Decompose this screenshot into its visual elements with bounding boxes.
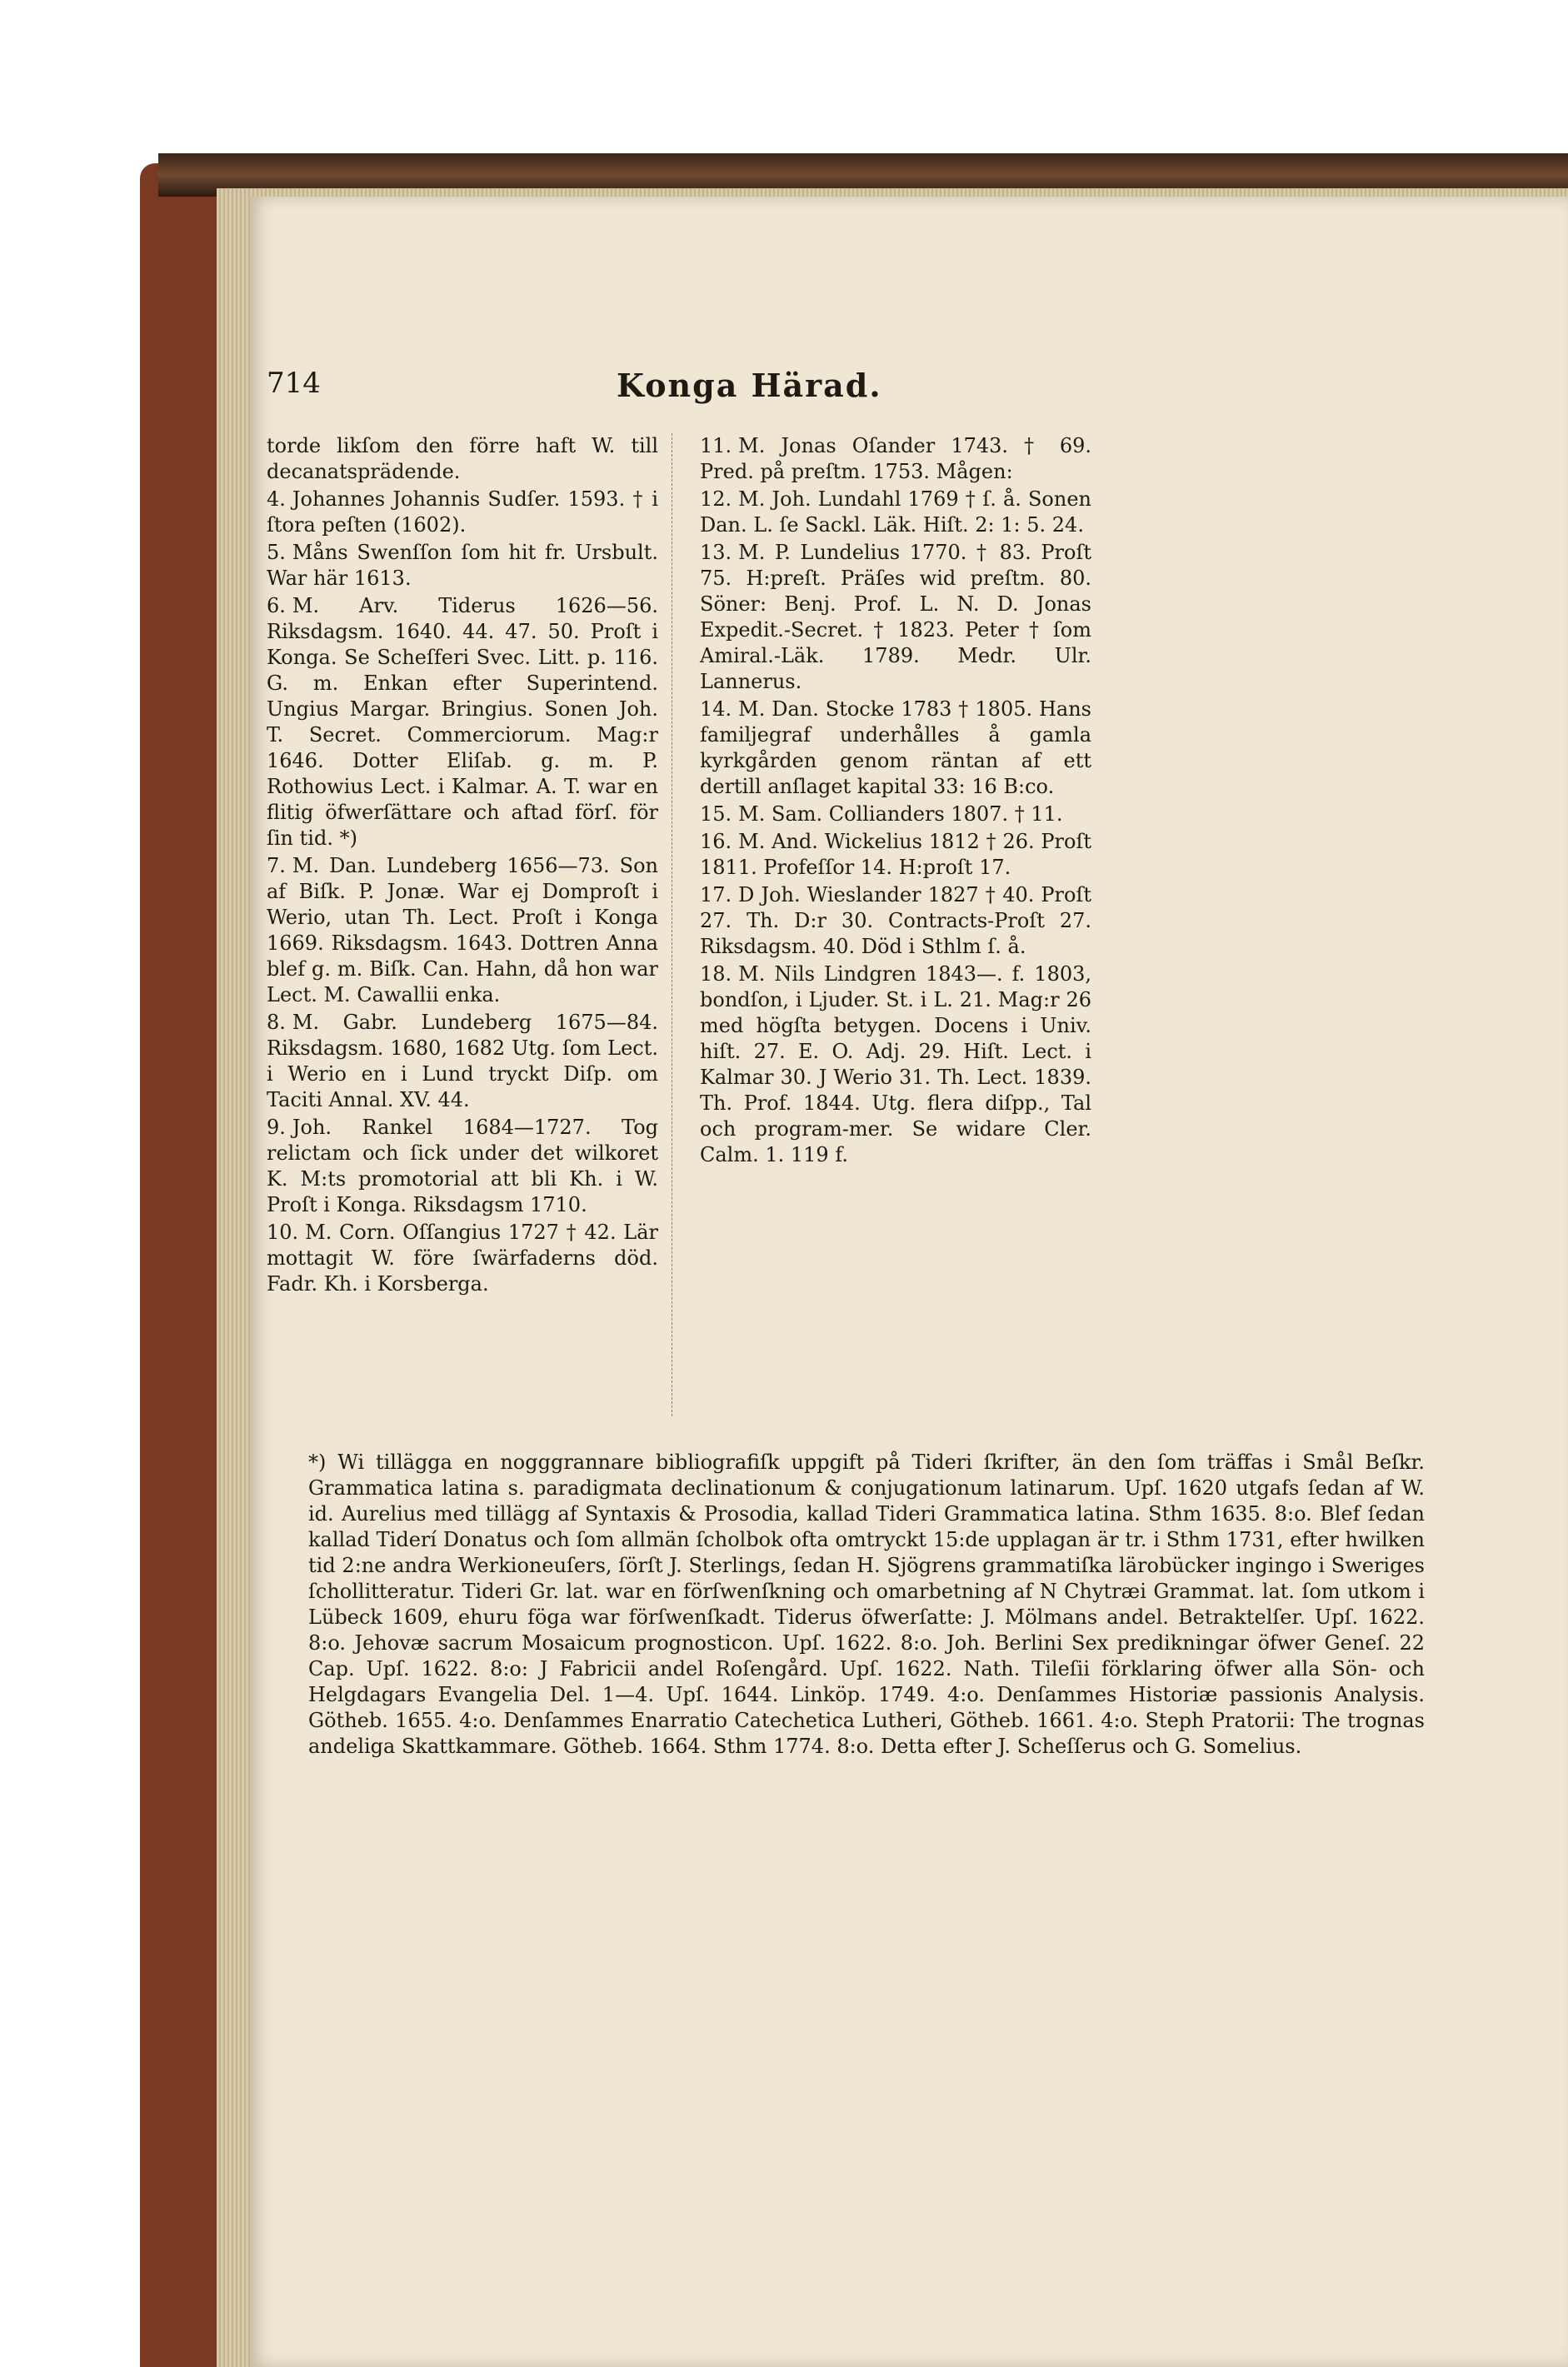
entry-number: 18.	[700, 962, 732, 986]
entry-text: M. P. Lundelius 1770. † 83. Proſt 75. H:preſt. Präſes wid preſtm. 80. Söner: Benj. Prof. L. N. D. Jonas Expedit.-Secret. † 1823. Peter † ſom Amiral.-Läk. 1789. Medr. Ulr. Lannerus.	[700, 541, 1091, 693]
entry-number: 12.	[700, 487, 732, 511]
page-header	[267, 367, 1150, 410]
entry-number: 5.	[267, 541, 286, 564]
entry-number: 15.	[700, 802, 732, 826]
continuation-text: torde likſom den förre haft W. till decanatsprädende.	[267, 434, 658, 483]
entry	[267, 487, 658, 538]
entry	[700, 829, 1091, 881]
entry	[700, 801, 1091, 827]
left-column	[267, 433, 658, 1299]
entry-text: Johannes Johannis Sudſer. 1593. † i ſtora peſten (1602).	[267, 487, 658, 537]
entry-text: M. And. Wickelius 1812 † 26. Proſt 1811. Profeſſor 14. H:proſt 17.	[700, 830, 1091, 879]
entry	[267, 1115, 658, 1218]
entry	[700, 487, 1091, 538]
entry-number: 10.	[267, 1221, 299, 1244]
entry	[267, 853, 658, 1008]
entry	[700, 433, 1091, 485]
entry-number: 17.	[700, 883, 732, 906]
entry-text: M. Nils Lindgren 1843—. f. 1803, bondſon, i Ljuder. St. i L. 21. Mag:r 26 med högſta betygen. Docens i Univ. hiſt. 27. E. O. Adj. 29. Hiſt. Lect. i Kalmar 30. J Werio 31. Th. Lect. 1839. Th. Prof. 1844. Utg. flera diſpp., Tal och program-mer. Se widare Cler. Calm. 1. 119 f.	[700, 962, 1091, 1166]
entry-text: M. Arv. Tiderus 1626—56. Riksdagsm. 1640. 44. 47. 50. Proſt i Konga. Se Scheſferi Svec. Litt. p. 116. G. m. Enkan efter Superintend. Ungius Margar. Bringius. Sonen Joh. T. Secret. Commerciorum. Mag:r 1646. Dotter Eliſab. g. m. P. Rothowius Lect. i Kalmar. A. T. war en flitig öfwerſättare och aftad förſ. för ſin tid. *)	[267, 594, 658, 850]
entry-text: M. Corn. Oſſangius 1727 † 42. Lär mottagit W. före ſwärfaderns död. Fadr. Kh. i Korsberga.	[267, 1221, 658, 1296]
entry-text: Måns Swenſſon ſom hit fr. Ursbult. War här 1613.	[267, 541, 658, 590]
entry-text: M. Gabr. Lundeberg 1675—84. Riksdagsm. 1680, 1682 Utg. ſom Lect. i Werio en i Lund tryckt Diſp. om Taciti Annal. XV. 44.	[267, 1011, 658, 1111]
entry-number: 4.	[267, 487, 286, 511]
entry-text: M. Joh. Lundahl 1769 † ſ. å. Sonen Dan. L. ſe Sackl. Läk. Hiſt. 2: 1: 5. 24.	[700, 487, 1091, 537]
entry-number: 7.	[267, 854, 286, 877]
entry	[700, 697, 1091, 800]
entry-text: M. Jonas Oſander 1743. † 69. Pred. på preſtm. 1753. Mågen:	[700, 434, 1091, 483]
entry-text: M. Sam. Collianders 1807. † 11.	[738, 802, 1063, 826]
entry-text: M. Dan. Stocke 1783 † 1805. Hans familjegraf underhålles å gamla kyrkgården genom räntan af ett dertill anſlaget kapital 33: 16 B:co.	[700, 697, 1091, 798]
entry-text: D Joh. Wieslander 1827 † 40. Proſt 27. Th. D:r 30. Contracts-Proſt 27. Riksdagsm. 40. Död i Sthlm ſ. å.	[700, 883, 1091, 958]
entry	[700, 540, 1091, 695]
entry-number: 9.	[267, 1116, 286, 1139]
entry-number: 6.	[267, 594, 286, 617]
entry-text: Joh. Rankel 1684—1727. Tog relictam och ſick under det wilkoret K. M:ts promotorial att bli Kh. i W. Proſt i Konga. Riksdagsm 1710.	[267, 1116, 658, 1216]
entry	[700, 961, 1091, 1168]
page-number: 714	[267, 367, 321, 400]
entry	[700, 882, 1091, 960]
entry	[267, 593, 658, 851]
entry-number: 16.	[700, 830, 732, 853]
entry-number: 11.	[700, 434, 732, 457]
entry-text: M. Dan. Lundeberg 1656—73. Son af Biſk. P. Jonæ. War ej Domproſt i Werio, utan Th. Lect. Proſt i Konga 1669. Riksdagsm. 1643. Dottren Anna blef g. m. Biſk. Can. Hahn, då hon war Lect. M. Cawallii enka.	[267, 854, 658, 1006]
entry-number: 13.	[700, 541, 732, 564]
entry	[267, 1220, 658, 1297]
entry	[267, 540, 658, 592]
footnote: *) Wi tillägga en nogggrannare bibliografiſk uppgift på Tideri ſkrifter, än den ſom träffas i Smål Beſkr. Grammatica latina s. paradigmata declinationum & conjugationum latinarum. Upſ. 1620 utgafs ſedan af W. id. Aurelius med tillägg af Syntaxis & Prosodia, kallad Tideri Grammatica latina. Sthm 1635. 8:o. Blef ſedan kallad Tiderí Donatus och ſom allmän ſcholbok ofta omtryckt 15:de upplagan är tr. i Sthm 1731, efter hwilken tid 2:ne andra Werkioneuſers, ſörſt J. Sterlings, ſedan H. Sjögrens grammatiſka lärobücker ingingo i Sweriges ſchollitteratur. Tideri Gr. lat. war en förſwenſkning och omarbetning af N Chytræi Grammat. lat. ſom utkom i Lübeck 1609, ehuru föga war förſwenſkadt. Tiderus öfwerſatte: J. Mölmans andel. Betraktelſer. Upſ. 1622. 8:o. Jehovæ sacrum Mosaicum prognosticon. Upſ. 1622. 8:o. Joh. Berlini Sex predikningar öfwer Geneſ. 22 Cap. Upſ. 1622. 8:o: J Fabricii andel Roſengård. Upſ. 1622. Nath. Tileſii förklaring öfwer alla Sön- och Helgdagars Evangelia Del. 1—4. Upſ. 1644. Linköp. 1749. 4:o. Denſammes Historiæ passionis Analysis. Götheb. 1655. 4:o. Denſammes Enarratio Catechetica Lutheri, Götheb. 1661. 4:o. Steph Pratorii: The trognas andeliga Skattkammare. Götheb. 1664. Sthm 1774. 8:o. Detta efter J. Scheſſerus och G. Somelius.	[308, 1451, 1425, 1758]
right-column	[700, 433, 1091, 1170]
entry	[267, 1010, 658, 1113]
entry-number: 14.	[700, 697, 732, 721]
entry-number: 8.	[267, 1011, 286, 1034]
running-title: Konga Härad.	[617, 367, 882, 404]
